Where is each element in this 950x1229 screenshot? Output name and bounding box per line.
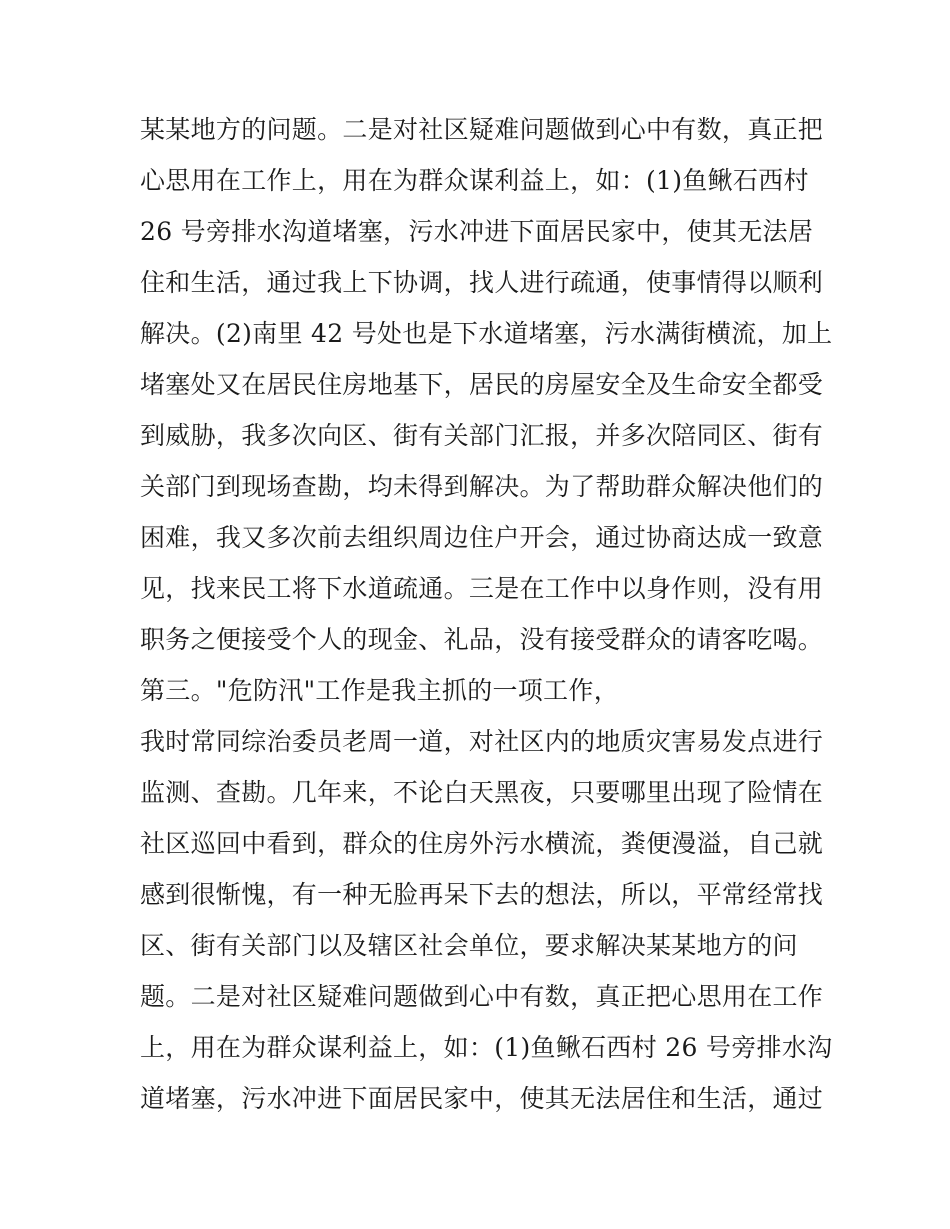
text-line: 堵塞处又在居民住房地基下，居民的房屋安全及生命安全都受	[140, 370, 824, 399]
text-line: 题。二是对社区疑难问题做到心中有数，真正把心思用在工作	[140, 982, 824, 1011]
text-line: 我时常同综治委员老周一道，对社区内的地质灾害易发点进行	[140, 727, 824, 756]
body-text	[140, 104, 833, 1124]
text-line: 区、街有关部门以及辖区社会单位，要求解决某某地方的问	[140, 931, 798, 960]
text-line: 感到很惭愧，有一种无脸再呆下去的想法，所以，平常经常找	[140, 880, 824, 909]
text-line: 某某地方的问题。二是对社区疑难问题做到心中有数，真正把	[140, 115, 824, 144]
text-line: 关部门到现场查勘，均未得到解决。为了帮助群众解决他们的	[140, 472, 824, 501]
text-line: 道堵塞，污水冲进下面居民家中，使其无法居住和生活，通过	[140, 1084, 824, 1113]
text-line: 住和生活，通过我上下协调，找人进行疏通，使事情得以顺利	[140, 268, 824, 297]
text-line: 到威胁，我多次向区、街有关部门汇报，并多次陪同区、街有	[140, 421, 824, 450]
text-line: 社区巡回中看到，群众的住房外污水横流，粪便漫溢，自己就	[140, 829, 824, 858]
text-line: 监测、查勘。几年来，不论白天黑夜，只要哪里出现了险情在	[140, 778, 824, 807]
text-line: 困难，我又多次前去组织周边住户开会，通过协商达成一致意	[140, 523, 824, 552]
text-line: 上，用在为群众谋利益上，如：(1)鱼鳅石西村 26 号旁排水沟	[140, 1033, 833, 1062]
text-line: 心思用在工作上，用在为群众谋利益上，如：(1)鱼鳅石西村	[140, 166, 809, 195]
text-line: 见，找来民工将下水道疏通。三是在工作中以身作则，没有用	[140, 574, 824, 603]
section-heading-line: 第三。"危防汛"工作是我主抓的一项工作，	[140, 676, 619, 705]
text-line: 解决。(2)南里 42 号处也是下水道堵塞，污水满街横流，加上	[140, 319, 833, 348]
text-line: 职务之便接受个人的现金、礼品，没有接受群众的请客吃喝。	[140, 625, 824, 654]
text-line: 26 号旁排水沟道堵塞，污水冲进下面居民家中，使其无法居	[140, 217, 814, 246]
